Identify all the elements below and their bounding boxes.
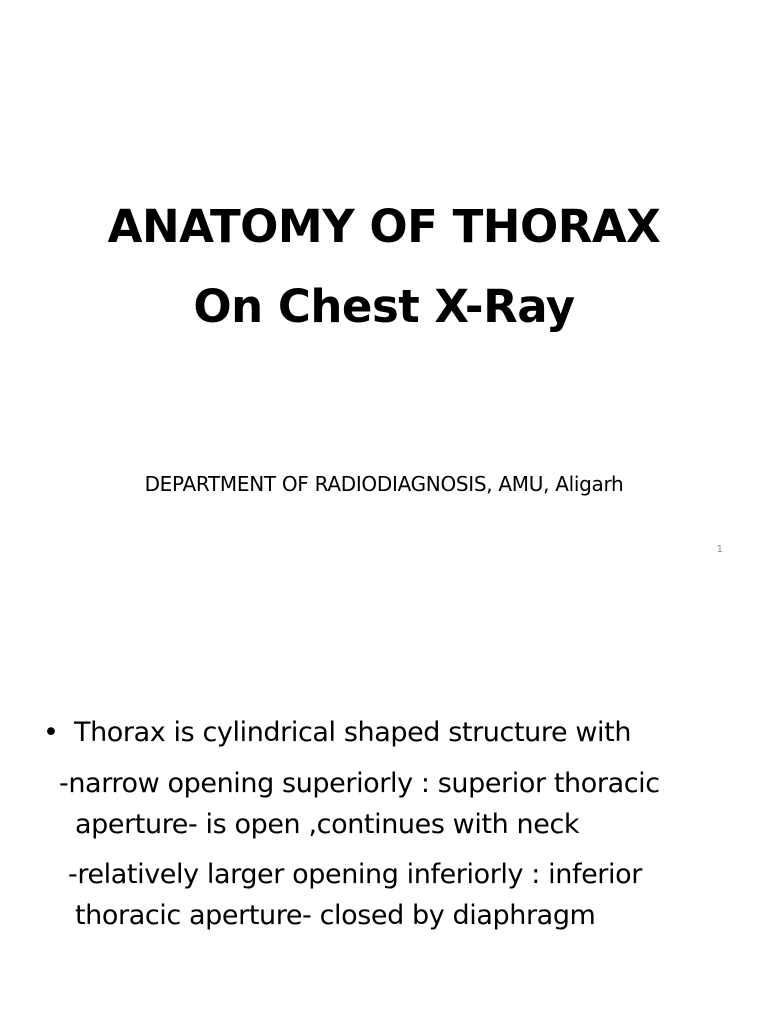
slide-title-line-2: On Chest X-Ray <box>193 280 575 333</box>
page-number: 1 <box>716 544 723 555</box>
body-line-inferior-aperture: thoracic aperture- closed by diaphragm <box>75 900 596 931</box>
bullet-icon: • <box>43 717 59 748</box>
body-line-superior-aperture: aperture- is open ,continues with neck <box>75 809 580 840</box>
slide-title-line-1: ANATOMY OF THORAX <box>107 200 661 253</box>
body-line-inferior-opening: -relatively larger opening inferiorly : inferior <box>68 859 642 890</box>
bullet-text: Thorax is cylindrical shaped structure with <box>74 717 632 748</box>
content-slide <box>0 576 768 1024</box>
body-line-superior-opening: -narrow opening superiorly : superior thoracic <box>59 768 660 799</box>
slide-subtitle: DEPARTMENT OF RADIODIAGNOSIS, AMU, Aligarh <box>144 472 624 496</box>
